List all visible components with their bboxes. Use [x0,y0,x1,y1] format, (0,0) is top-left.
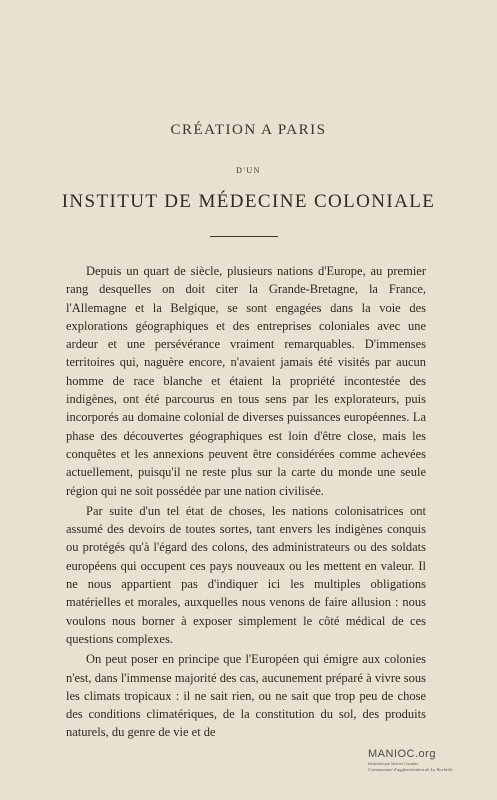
body-text [66,262,426,744]
logo-name: MANIOC.org [368,748,436,760]
paragraph: On peut poser en principe que l'Européen qui émigre aux colonies n'est, dans l'immense majorité des cas, aucunement préparé à vivre sous les climats tropicaux : il ne sait rien, ou ne sait que trop peu de chose des conditions climatériques, de la constitution du sol, des produits naturels, du genre de vie et de [66,652,426,740]
paragraph: Par suite d'un tel état de choses, les nations colonisatrices ont assumé des devoirs de toutes sortes, tant envers les indigènes conquis ou protégés qu'à l'égard des colons, des administrateurs ou des soldats européens qui occupent ces pays nouveaux ou les mettent en valeur. Il ne nous appartient pas d'indiquer ici les multiples obligations matérielles et morales, auxquelles nous venons de faire allusion : nous voulons nous borner à exposer simplement le côté médical de ces questions complexes. [66,503,426,646]
title-divider [210,236,278,237]
manioc-logo [368,748,484,772]
title-line-3: INSTITUT DE MÉDECINE COLONIALE [61,191,436,212]
logo-subtitle: Bibliothèque Michel Cavalier [368,761,419,766]
logo-subtitle-2: Communauté d'agglomération de La Rochelle [368,767,453,772]
title-line-1: CRÉATION A PARIS [170,122,327,138]
title-line-2: D'UN [236,166,261,175]
paragraph: Depuis un quart de siècle, plusieurs nations d'Europe, au premier rang desquelles on doit citer la Grande-Bretagne, la France, l'Allemagne et la Belgique, se sont engagées dans la voie des explorations géographiques et des entreprises coloniales avec une ardeur et une persévérance vraiment remarquables. D'immenses territoires qui, naguère encore, n'avaient jamais été visités par aucun homme de race blanche et étaient la propriété incontestée des indigènes, ont été parcourus en tous sens par les explorateurs, puis incorporés au domaine colonial de diverses puissances européennes. La phase des découvertes géographiques est loin d'être close, mais les conquêtes et les annexions peuvent être considérées comme achevées actuellement, puisqu'il ne reste plus sur la carte du monde une seule région qui ne soit possédée par une nation civilisée. [66,264,426,498]
